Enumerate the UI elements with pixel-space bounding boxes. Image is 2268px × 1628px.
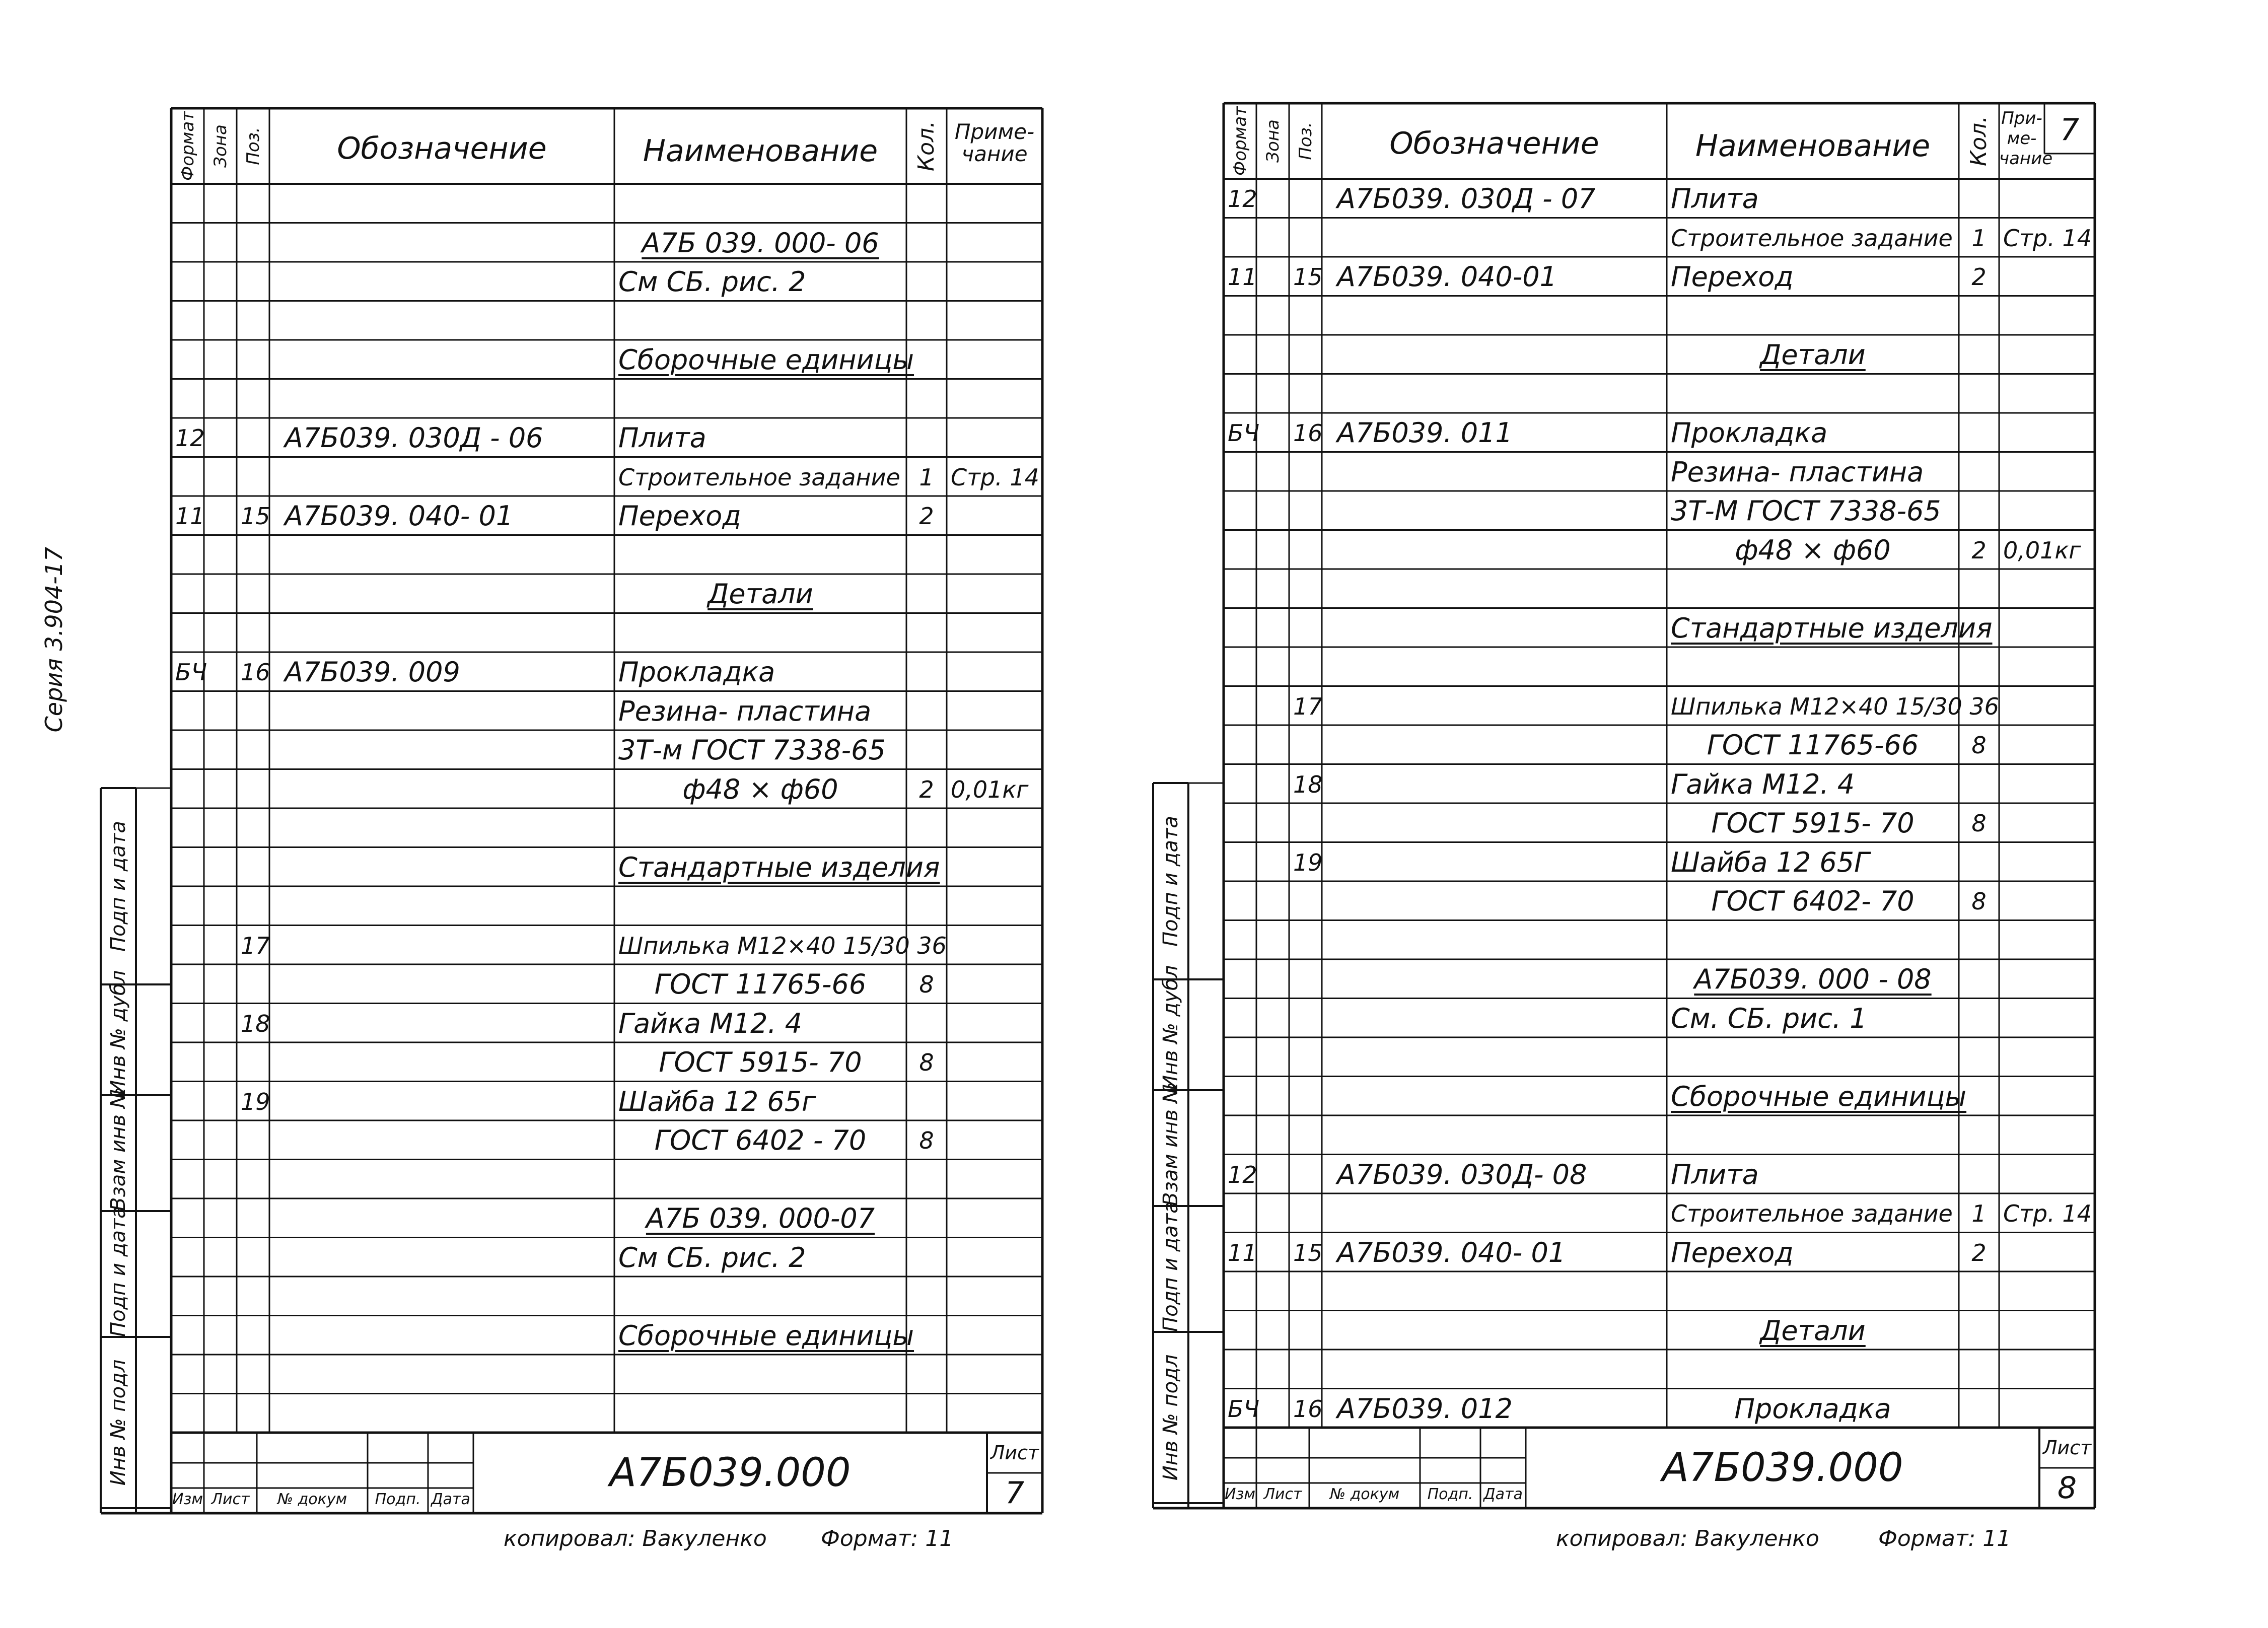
side-label: Взам инв № — [107, 1087, 130, 1211]
row-position: 15 — [1293, 1239, 1323, 1266]
side-label: Взам инв № — [1159, 1082, 1182, 1206]
row-name: Прокладка — [618, 656, 775, 688]
row-name: Плита — [1671, 183, 1759, 215]
row-position: 17 — [241, 932, 270, 959]
row-name: ГОСТ 11765-66 — [654, 968, 867, 1000]
row-name: Гайка М12. 4 — [618, 1007, 803, 1039]
row-name: Шайба 12 65Г — [1671, 846, 1870, 878]
title-block-n_dokum: № докум — [1329, 1485, 1400, 1503]
document-code: А7Б039.000 — [609, 1450, 851, 1496]
title-block-izm: Изм — [172, 1491, 203, 1508]
side-label: Подп и дата — [1159, 1201, 1182, 1332]
row-name: Шайба 12 65г — [618, 1085, 816, 1117]
sheet-label: Лист — [990, 1442, 1039, 1464]
row-position: 16 — [1293, 1395, 1323, 1423]
row-format: 11 — [1228, 263, 1257, 291]
row-name: Переход — [1671, 1236, 1794, 1268]
row-note: Стр. 14 — [951, 463, 1039, 491]
row-name: Плита — [618, 422, 706, 454]
row-name: Строительное задание — [618, 463, 900, 491]
row-name: ф48 × ф60 — [682, 773, 838, 805]
header-qty: Кол. — [1966, 115, 1992, 167]
header-designation: Обозначение — [337, 131, 547, 166]
header-zone: Зона — [1262, 119, 1283, 163]
header-qty: Кол. — [913, 120, 939, 172]
row-name: ГОСТ 5915- 70 — [1711, 807, 1915, 839]
row-name: Шпилька М12×40 15/30 36 — [1671, 692, 1999, 720]
copied-by-left: копировал: Вакуленко — [504, 1526, 767, 1551]
sheet-label: Лист — [2042, 1437, 2092, 1459]
left-sheet — [101, 108, 1108, 1533]
row-name: Прокладка — [1734, 1392, 1891, 1425]
row-name: 3Т-М ГОСТ 7338-65 — [1671, 495, 1941, 527]
row-name: Гайка М12. 4 — [1671, 768, 1855, 800]
row-designation: А7Б039. 011 — [1337, 417, 1513, 449]
title-block-podp: Подп. — [375, 1491, 421, 1508]
row-format: БЧ — [1228, 419, 1260, 447]
row-qty: 1 — [919, 463, 934, 491]
row-position: 15 — [1293, 263, 1323, 291]
right-sheet — [1153, 103, 2160, 1528]
row-format: 11 — [175, 503, 205, 530]
row-name: Плита — [1671, 1158, 1759, 1190]
title-block-list: Лист — [211, 1491, 250, 1508]
row-qty: 2 — [1971, 263, 1987, 291]
row-qty: 1 — [1971, 1200, 1987, 1227]
row-designation: А7Б039. 030Д - 07 — [1337, 183, 1596, 215]
row-position: 18 — [241, 1010, 270, 1037]
row-name: Прокладка — [1671, 417, 1828, 449]
left-sheet-grid — [101, 108, 1108, 1533]
row-name: ф48 × ф60 — [1735, 534, 1891, 566]
row-name: 3Т-м ГОСТ 7338-65 — [618, 734, 886, 766]
side-label: Инв № подл — [1159, 1354, 1182, 1481]
row-name: См СБ. рис. 2 — [618, 266, 806, 298]
header-pos: Поз. — [243, 127, 263, 165]
title-block-list: Лист — [1263, 1485, 1302, 1503]
row-name: Строительное задание — [1671, 224, 1953, 252]
header-zone: Зона — [210, 124, 231, 168]
row-qty: 2 — [1971, 536, 1987, 564]
row-name: Строительное задание — [1671, 1200, 1953, 1227]
row-note: 0,01кг — [2003, 536, 2081, 564]
row-position: 15 — [241, 503, 270, 530]
row-name: ГОСТ 6402 - 70 — [654, 1124, 867, 1156]
row-qty: 2 — [1971, 1239, 1987, 1266]
row-position: 19 — [241, 1088, 270, 1115]
side-label: Подп и дата — [1159, 816, 1182, 947]
format-left: Формат: 11 — [821, 1526, 954, 1551]
row-qty: 8 — [1971, 810, 1987, 837]
row-name: Сборочные единицы — [618, 1319, 914, 1352]
side-label: Инв № дубл — [107, 970, 130, 1095]
row-designation: А7Б039. 030Д - 06 — [285, 422, 543, 454]
row-position: 17 — [1293, 692, 1323, 720]
row-name: Детали — [1760, 1314, 1866, 1347]
row-format: 12 — [1228, 185, 1257, 213]
row-name: Переход — [1671, 261, 1794, 293]
row-name: См СБ. рис. 2 — [618, 1241, 806, 1273]
header-name: Наименование — [643, 133, 878, 169]
row-format: БЧ — [1228, 1395, 1260, 1423]
row-format: 12 — [175, 424, 205, 452]
row-qty: 8 — [919, 971, 934, 998]
row-name: А7Б 039. 000- 06 — [642, 227, 879, 259]
row-position: 16 — [1293, 419, 1323, 447]
row-designation: А7Б039. 040- 01 — [1337, 1236, 1566, 1268]
row-name: Сборочные единицы — [1671, 1080, 1967, 1112]
row-position: 19 — [1293, 848, 1323, 876]
series-label: Серия 3.904-17 — [40, 546, 67, 733]
row-name: Переход — [618, 500, 741, 532]
title-block-izm: Изм — [1224, 1485, 1256, 1503]
copied-by-right: копировал: Вакуленко — [1556, 1526, 1819, 1551]
row-designation: А7Б039. 012 — [1337, 1392, 1513, 1425]
corner-sheet-number: 7 — [2060, 112, 2080, 148]
row-name: Детали — [707, 578, 813, 610]
row-note: Стр. 14 — [2003, 224, 2092, 252]
row-qty: 8 — [1971, 888, 1987, 915]
side-label: Подп и дата — [107, 1206, 130, 1337]
row-name: А7Б039. 000 - 08 — [1694, 963, 1932, 995]
row-name: Детали — [1760, 339, 1866, 371]
header-designation: Обозначение — [1389, 126, 1599, 161]
title-block-data: Дата — [1483, 1485, 1523, 1503]
row-designation: А7Б039. 040-01 — [1337, 261, 1557, 293]
side-label: Инв № дубл — [1159, 965, 1182, 1090]
row-designation: А7Б039. 009 — [285, 656, 460, 688]
row-note: Стр. 14 — [2003, 1200, 2092, 1227]
row-note: 0,01кг — [951, 775, 1029, 803]
row-name: См. СБ. рис. 1 — [1671, 1002, 1867, 1034]
row-format: БЧ — [175, 659, 207, 686]
header-note: Приме- чание — [954, 119, 1035, 166]
row-position: 16 — [241, 659, 270, 686]
row-format: 11 — [1228, 1239, 1257, 1266]
row-format: 12 — [1228, 1161, 1257, 1188]
row-name: Сборочные единицы — [618, 344, 914, 376]
format-right: Формат: 11 — [1878, 1526, 2011, 1551]
header-name: Наименование — [1695, 128, 1931, 164]
right-sheet-grid — [1153, 103, 2160, 1528]
title-block-podp: Подп. — [1427, 1485, 1473, 1503]
document-code: А7Б039.000 — [1662, 1445, 1903, 1491]
row-name: Резина- пластина — [1671, 456, 1924, 488]
header-pos: Поз. — [1295, 122, 1316, 160]
row-name: ГОСТ 5915- 70 — [659, 1046, 862, 1078]
header-format: Формат — [1230, 106, 1250, 176]
row-qty: 2 — [919, 503, 934, 530]
title-block-n_dokum: № докум — [277, 1491, 347, 1508]
row-qty: 2 — [919, 775, 934, 803]
row-position: 18 — [1293, 770, 1323, 798]
side-label: Подп и дата — [107, 821, 130, 952]
row-name: А7Б 039. 000-07 — [646, 1202, 875, 1234]
row-name: Стандартные изделия — [1671, 612, 1993, 644]
row-designation: А7Б039. 030Д- 08 — [1337, 1158, 1587, 1190]
title-block-data: Дата — [431, 1491, 470, 1508]
row-qty: 1 — [1971, 224, 1987, 252]
row-name: ГОСТ 11765-66 — [1707, 729, 1919, 761]
row-qty: 8 — [1971, 732, 1987, 759]
row-name: Шпилька М12×40 15/30 36 — [618, 932, 947, 959]
row-name: Резина- пластина — [618, 695, 872, 727]
sheet-number: 8 — [2057, 1470, 2077, 1506]
row-name: Стандартные изделия — [618, 851, 940, 883]
row-qty: 8 — [919, 1049, 934, 1076]
side-label: Инв № подл — [107, 1359, 130, 1486]
row-designation: А7Б039. 040- 01 — [285, 500, 514, 532]
row-name: ГОСТ 6402- 70 — [1711, 885, 1915, 917]
sheet-number: 7 — [1005, 1475, 1025, 1511]
header-format: Формат — [177, 111, 198, 181]
header-note: При- ме- чание — [1999, 108, 2053, 169]
row-qty: 8 — [919, 1127, 934, 1154]
